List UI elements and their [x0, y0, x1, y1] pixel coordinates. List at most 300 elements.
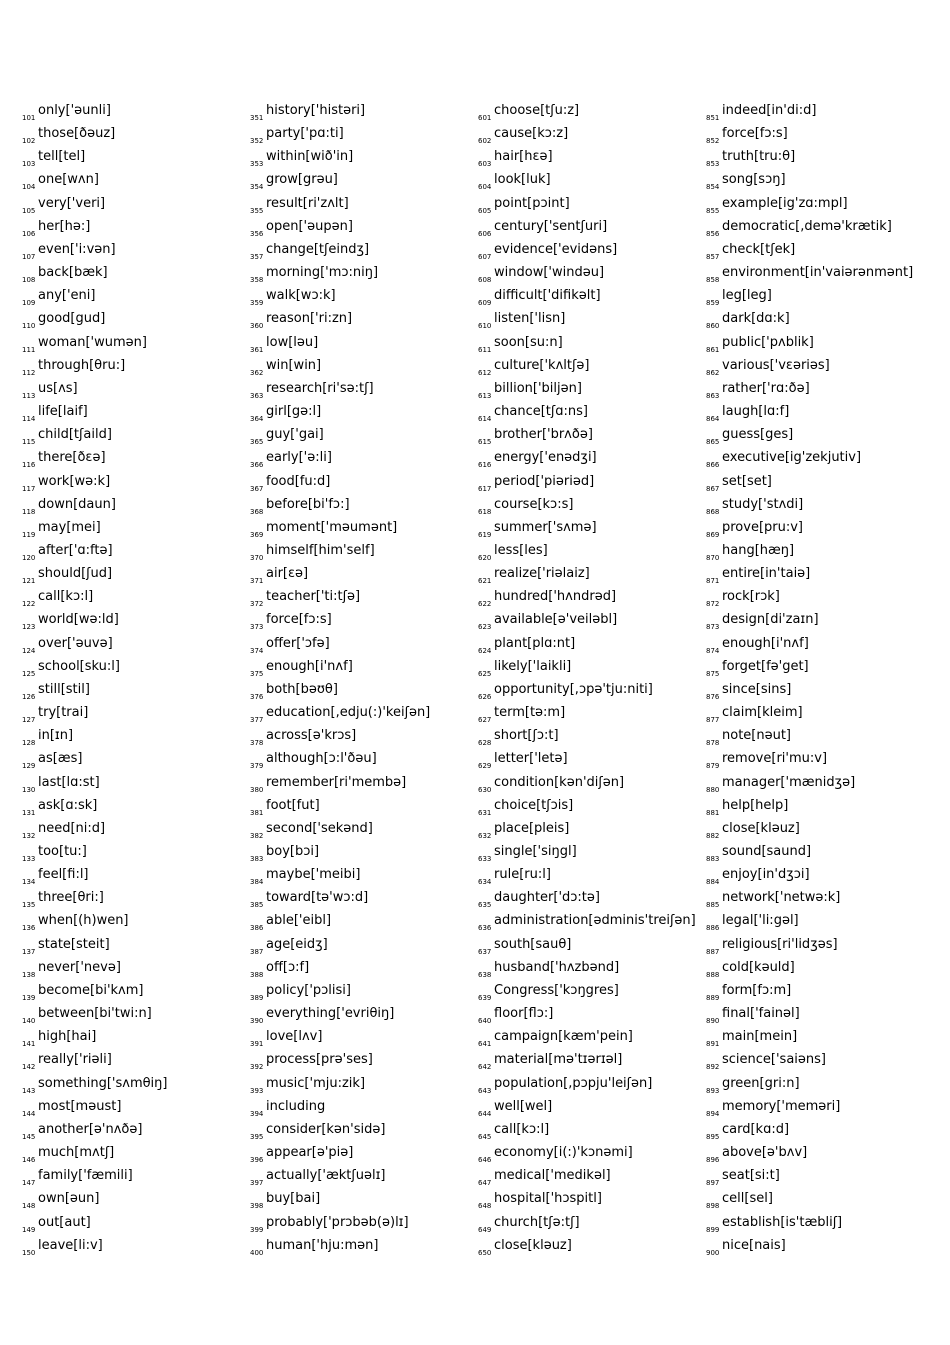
word-entry [22, 192, 167, 215]
entry-word: those[ðəuz] [38, 126, 116, 142]
entry-word: morning['mɔ:niŋ] [266, 265, 379, 281]
entry-number: 875 [706, 669, 720, 678]
entry-number: 386 [250, 924, 264, 933]
word-entry [22, 493, 167, 516]
entry-word: sound[saund] [722, 844, 812, 859]
word-entry [250, 585, 430, 608]
word-entry [250, 470, 430, 493]
entry-word: help[help] [722, 797, 789, 813]
entry-word: environment[in'vaiərənmənt] [722, 265, 914, 281]
word-entry [22, 771, 167, 794]
entry-number: 883 [706, 855, 720, 863]
entry-number: 602 [478, 137, 492, 146]
entry-word: work[wə:k] [38, 473, 111, 489]
word-entry [250, 145, 430, 168]
entry-word: remember[ri'membə] [266, 774, 407, 790]
entry-number: 354 [250, 183, 264, 192]
entry-word: become[bi'kʌm] [38, 982, 144, 998]
entry-word: in[ɪn] [38, 728, 74, 744]
word-entry [478, 1164, 696, 1187]
entry-word: soon[su:n] [494, 334, 563, 350]
entry-word: enough[i'nʌf] [266, 658, 353, 674]
entry-word: probably['prɔbəb(ə)lɪ] [266, 1214, 409, 1230]
word-entry [22, 215, 167, 238]
word-entry [250, 701, 430, 724]
entry-number: 612 [478, 368, 492, 377]
word-entry [22, 909, 167, 932]
word-entry [478, 1118, 696, 1141]
word-entry [22, 1141, 167, 1164]
entry-number: 391 [250, 1040, 264, 1049]
entry-word: floor[flɔ:] [494, 1006, 554, 1022]
word-entry [250, 99, 430, 122]
word-entry [250, 1234, 430, 1257]
word-entry [478, 585, 696, 608]
word-entry [250, 354, 430, 377]
entry-number: 646 [478, 1156, 492, 1165]
word-entry [706, 1048, 913, 1071]
entry-word: toward[tə'wɔ:d] [266, 890, 369, 906]
entry-word: remove[ri'mu:v] [722, 751, 828, 767]
entry-number: 606 [478, 229, 492, 238]
entry-word: world[wə:ld] [38, 612, 119, 628]
word-entry [706, 1234, 913, 1257]
entry-word: foot[fut] [266, 797, 320, 813]
entry-number: 113 [22, 391, 36, 400]
entry-word: guess[ges] [722, 427, 794, 443]
word-entry [478, 608, 696, 631]
word-entry [706, 122, 913, 145]
word-entry [22, 354, 167, 377]
entry-word: cold[kəuld] [722, 959, 795, 975]
word-entry [22, 1118, 167, 1141]
entry-number: 633 [478, 855, 492, 863]
entry-number: 601 [478, 114, 492, 122]
word-entry [22, 446, 167, 469]
word-entry [706, 794, 913, 817]
entry-number: 378 [250, 739, 264, 748]
word-column-1 [22, 99, 167, 1257]
entry-number: 643 [478, 1086, 492, 1095]
entry-word: single['siŋgl] [494, 844, 577, 859]
entry-number: 385 [250, 901, 264, 910]
entry-word: force[fɔ:s] [722, 126, 788, 142]
entry-number: 150 [22, 1248, 36, 1257]
word-entry [706, 99, 913, 122]
entry-number: 397 [250, 1179, 264, 1188]
word-entry [22, 516, 167, 539]
word-entry [706, 168, 913, 191]
entry-number: 382 [250, 831, 264, 840]
word-entry [22, 470, 167, 493]
entry-word: chance[tʃɑ:ns] [494, 404, 588, 420]
entry-number: 373 [250, 623, 264, 632]
entry-word: most[məust] [38, 1098, 122, 1114]
word-entry [478, 423, 696, 446]
entry-number: 856 [706, 229, 720, 238]
entry-word: call[kɔ:l] [494, 1121, 550, 1137]
entry-number: 355 [250, 206, 264, 215]
entry-word: enjoy[in'dʒɔi] [722, 867, 810, 883]
word-entry [478, 562, 696, 585]
word-entry [706, 933, 913, 956]
entry-number: 148 [22, 1202, 36, 1211]
entry-number: 627 [478, 716, 492, 725]
entry-word: call[kɔ:l] [38, 589, 94, 605]
entry-word: note[nəut] [722, 728, 792, 744]
word-entry [478, 1234, 696, 1257]
word-entry [250, 1118, 430, 1141]
entry-word: legal['li:gəl] [722, 913, 799, 929]
word-entry [250, 1141, 430, 1164]
entry-word: establish[is'tæbliʃ] [722, 1214, 843, 1230]
entry-word: century['sentʃuri] [494, 218, 608, 234]
entry-number: 647 [478, 1179, 492, 1188]
entry-number: 372 [250, 600, 264, 609]
entry-word: need[ni:d] [38, 820, 106, 836]
entry-number: 896 [706, 1156, 720, 1165]
entry-word: indeed[in'di:d] [722, 103, 817, 118]
word-entry [22, 863, 167, 886]
entry-number: 104 [22, 183, 36, 192]
word-entry [478, 470, 696, 493]
entry-word: look[luk] [494, 172, 551, 188]
entry-number: 128 [22, 739, 36, 748]
word-entry [478, 1141, 696, 1164]
entry-word: seat[si:t] [722, 1168, 780, 1184]
word-entry [250, 284, 430, 307]
word-entry [478, 493, 696, 516]
entry-number: 143 [22, 1086, 36, 1095]
entry-word: design[di'zaɪn] [722, 612, 819, 628]
entry-number: 107 [22, 252, 36, 261]
entry-word: difficult['difikəlt] [494, 288, 601, 304]
word-entry [22, 238, 167, 261]
word-entry [478, 979, 696, 1002]
entry-word: try[trai] [38, 705, 89, 721]
entry-number: 356 [250, 229, 264, 238]
entry-word: hang[hæŋ] [722, 542, 795, 558]
entry-word: period['piəriəd] [494, 473, 595, 489]
entry-word: leave[li:v] [38, 1237, 103, 1253]
word-entry [22, 1164, 167, 1187]
word-entry [250, 771, 430, 794]
entry-word: through[θru:] [38, 357, 126, 373]
entry-word: something['sʌmθiŋ] [38, 1075, 168, 1091]
entry-word: song[sɔŋ] [722, 172, 786, 188]
entry-number: 890 [706, 1017, 720, 1026]
entry-word: state[steit] [38, 936, 110, 952]
entry-word: rock[rɔk] [722, 589, 780, 605]
entry-word: study['stʌdi] [722, 496, 804, 512]
word-entry [250, 238, 430, 261]
word-entry [22, 886, 167, 909]
entry-word: south[sauθ] [494, 936, 572, 952]
entry-number: 625 [478, 669, 492, 678]
word-entry [22, 400, 167, 423]
entry-word: energy['enədʒi] [494, 450, 597, 466]
word-entry [478, 655, 696, 678]
entry-number: 357 [250, 252, 264, 261]
entry-number: 359 [250, 299, 264, 308]
entry-number: 122 [22, 600, 36, 609]
entry-number: 140 [22, 1017, 36, 1026]
entry-number: 615 [478, 438, 492, 447]
entry-word: administration[ədminis'treiʃən] [494, 913, 696, 929]
entry-number: 854 [706, 183, 720, 192]
entry-word: research[ri'sə:tʃ] [266, 380, 374, 396]
entry-word: teacher['ti:tʃə] [266, 589, 361, 605]
entry-number: 124 [22, 646, 36, 655]
word-entry [706, 678, 913, 701]
word-entry [706, 377, 913, 400]
entry-word: population[,pɔpju'leiʃən] [494, 1075, 653, 1091]
entry-number: 381 [250, 808, 264, 817]
entry-number: 630 [478, 785, 492, 794]
entry-number: 868 [706, 507, 720, 516]
entry-number: 648 [478, 1202, 492, 1211]
entry-number: 632 [478, 831, 492, 840]
entry-word: leg[leg] [722, 288, 772, 304]
entry-word: laugh[lɑ:f] [722, 404, 790, 420]
word-entry [250, 632, 430, 655]
entry-number: 898 [706, 1202, 720, 1211]
word-entry [478, 1187, 696, 1210]
entry-number: 872 [706, 600, 720, 609]
entry-number: 142 [22, 1063, 36, 1072]
entry-word: between[bi'twi:n] [38, 1006, 152, 1022]
entry-number: 146 [22, 1156, 36, 1165]
word-entry [478, 331, 696, 354]
entry-number: 882 [706, 831, 720, 840]
entry-number: 887 [706, 947, 720, 956]
entry-number: 145 [22, 1132, 36, 1141]
entry-word: party['pɑ:ti] [266, 126, 344, 142]
entry-number: 383 [250, 855, 264, 863]
entry-number: 130 [22, 785, 36, 794]
word-entry [250, 1048, 430, 1071]
entry-number: 353 [250, 160, 264, 169]
word-entry [706, 655, 913, 678]
entry-word: high[hai] [38, 1029, 97, 1045]
entry-word: brother['brʌðə] [494, 427, 593, 443]
entry-word: final['fainəl] [722, 1006, 800, 1022]
entry-number: 624 [478, 646, 492, 655]
entry-word: available[ə'veiləbl] [494, 612, 618, 628]
word-entry [706, 493, 913, 516]
entry-number: 853 [706, 160, 720, 169]
entry-number: 362 [250, 368, 264, 377]
word-entry [706, 1002, 913, 1025]
entry-word: well[wel] [494, 1098, 553, 1114]
word-entry [706, 1187, 913, 1210]
entry-number: 636 [478, 924, 492, 933]
entry-number: 103 [22, 160, 36, 169]
word-entry [478, 1211, 696, 1234]
entry-word: walk[wɔ:k] [266, 288, 336, 304]
word-entry [22, 724, 167, 747]
word-entry [706, 840, 913, 863]
entry-number: 886 [706, 924, 720, 933]
entry-word: course[kɔ:s] [494, 496, 574, 512]
entry-number: 392 [250, 1063, 264, 1072]
entry-word: forget[fə'get] [722, 658, 809, 674]
entry-number: 641 [478, 1040, 492, 1049]
entry-number: 876 [706, 692, 720, 701]
entry-number: 106 [22, 229, 36, 238]
entry-word: everything['evriθiŋ] [266, 1006, 395, 1022]
entry-number: 629 [478, 762, 492, 771]
word-entry [706, 747, 913, 770]
word-entry [478, 1002, 696, 1025]
word-entry [706, 771, 913, 794]
word-entry [478, 215, 696, 238]
word-entry [706, 1141, 913, 1164]
entry-number: 874 [706, 646, 720, 655]
entry-word: less[les] [494, 542, 548, 558]
entry-word: should[ʃud] [38, 566, 113, 582]
entry-word: result[ri'zʌlt] [266, 195, 349, 211]
entry-number: 393 [250, 1086, 264, 1095]
entry-number: 105 [22, 206, 36, 215]
entry-word: force[fɔ:s] [266, 612, 332, 628]
entry-number: 888 [706, 970, 720, 979]
entry-word: when[(h)wen] [38, 913, 129, 929]
entry-number: 101 [22, 114, 36, 122]
entry-word: prove[pru:v] [722, 519, 804, 535]
entry-number: 121 [22, 577, 36, 586]
entry-word: rather['rɑ:ðə] [722, 380, 810, 396]
word-entry [706, 470, 913, 493]
word-entry [706, 238, 913, 261]
word-entry [250, 909, 430, 932]
entry-number: 607 [478, 252, 492, 261]
word-entry [706, 331, 913, 354]
entry-number: 866 [706, 461, 720, 470]
entry-word: even['i:vən] [38, 241, 116, 257]
entry-word: off[ɔ:f] [266, 959, 310, 975]
entry-word: consider[kən'sidə] [266, 1121, 386, 1137]
entry-number: 855 [706, 206, 720, 215]
entry-word: economy[i(:)'kɔnəmi] [494, 1145, 633, 1161]
entry-word: there[ðεə] [38, 450, 106, 466]
entry-number: 634 [478, 878, 492, 887]
word-entry [478, 632, 696, 655]
word-entry [706, 1164, 913, 1187]
entry-number: 892 [706, 1063, 720, 1072]
entry-number: 631 [478, 808, 492, 817]
entry-word: card[kɑ:d] [722, 1121, 790, 1137]
word-entry [22, 956, 167, 979]
word-entry [22, 1211, 167, 1234]
entry-number: 897 [706, 1179, 720, 1188]
entry-number: 611 [478, 345, 492, 354]
entry-number: 132 [22, 831, 36, 840]
entry-word: process[prə'ses] [266, 1052, 373, 1068]
entry-word: education[,edju(:)'keiʃən] [266, 705, 431, 721]
word-entry [22, 377, 167, 400]
entry-number: 147 [22, 1179, 36, 1188]
entry-number: 109 [22, 299, 36, 308]
entry-number: 619 [478, 530, 492, 539]
entry-number: 374 [250, 646, 264, 655]
word-entry [250, 817, 430, 840]
word-entry [478, 840, 696, 863]
word-entry [706, 701, 913, 724]
word-entry [250, 446, 430, 469]
entry-number: 858 [706, 276, 720, 285]
entry-word: may[mei] [38, 519, 101, 535]
entry-word: one[wʌn] [38, 172, 99, 188]
word-entry [22, 1095, 167, 1118]
entry-number: 895 [706, 1132, 720, 1141]
word-entry [706, 423, 913, 446]
entry-word: too[tu:] [38, 844, 87, 859]
entry-number: 857 [706, 252, 720, 261]
entry-word: as[æs] [38, 751, 83, 767]
entry-word: across[ə'krɔs] [266, 728, 357, 744]
entry-word: woman['wumən] [38, 334, 147, 350]
word-column-2 [250, 99, 430, 1257]
entry-number: 127 [22, 716, 36, 725]
entry-word: main[mein] [722, 1029, 798, 1045]
word-entry [706, 863, 913, 886]
entry-word: since[sins] [722, 681, 792, 697]
entry-word: likely['laikli] [494, 658, 572, 674]
entry-word: age[eidʒ] [266, 936, 328, 952]
entry-word: example[ig'zɑ:mpl] [722, 195, 848, 211]
word-entry [250, 261, 430, 284]
word-entry [706, 608, 913, 631]
entry-number: 123 [22, 623, 36, 632]
word-entry [250, 516, 430, 539]
word-entry [22, 168, 167, 191]
word-entry [250, 539, 430, 562]
entry-number: 880 [706, 785, 720, 794]
entry-word: various['vεəriəs] [722, 357, 830, 373]
entry-word: although[ɔ:l'ðəu] [266, 751, 377, 767]
entry-number: 377 [250, 716, 264, 725]
entry-word: religious[ri'lidʒəs] [722, 936, 838, 952]
word-entry [706, 307, 913, 330]
word-entry [250, 1002, 430, 1025]
entry-number: 108 [22, 276, 36, 285]
entry-word: cause[kɔ:z] [494, 126, 569, 142]
entry-word: win[win] [266, 357, 322, 373]
word-entry [22, 1234, 167, 1257]
entry-word: including [266, 1098, 326, 1114]
entry-number: 120 [22, 553, 36, 562]
entry-word: really['riəli] [38, 1052, 112, 1068]
word-entry [22, 701, 167, 724]
word-entry [478, 354, 696, 377]
entry-word: offer['ɔfə] [266, 635, 330, 651]
entry-number: 398 [250, 1202, 264, 1211]
entry-word: boy[bɔi] [266, 844, 320, 859]
entry-number: 366 [250, 461, 264, 470]
word-entry [22, 817, 167, 840]
entry-word: summer['sʌmə] [494, 519, 597, 535]
entry-word: much[mʌtʃ] [38, 1145, 115, 1161]
entry-number: 867 [706, 484, 720, 493]
entry-number: 637 [478, 947, 492, 956]
word-entry [22, 1048, 167, 1071]
word-entry [706, 909, 913, 932]
entry-word: condition[kən'diʃən] [494, 774, 625, 790]
entry-word: never['nevə] [38, 959, 121, 975]
entry-word: her[hə:] [38, 218, 91, 234]
word-entry [706, 516, 913, 539]
